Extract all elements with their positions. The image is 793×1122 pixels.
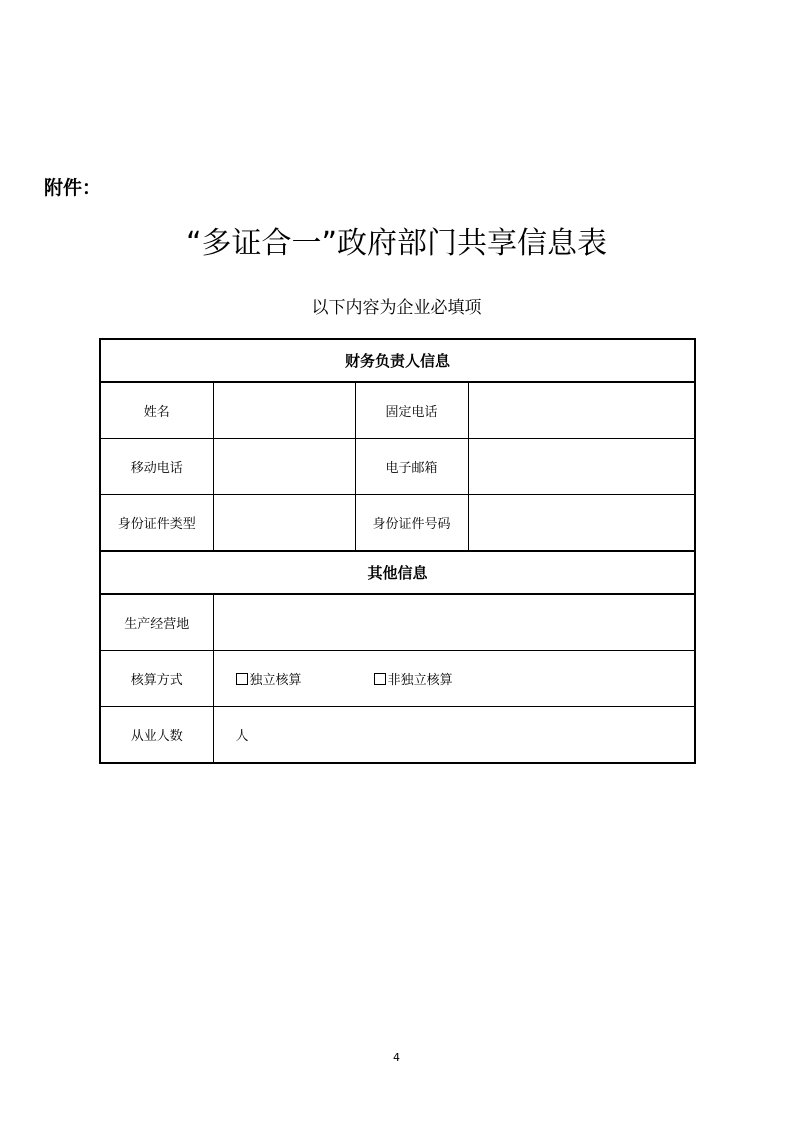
name-label: 姓名 (100, 382, 213, 439)
name-field[interactable] (213, 382, 355, 439)
production-site-field[interactable] (213, 594, 695, 651)
production-site-label: 生产经营地 (100, 594, 213, 651)
landline-phone-label: 固定电话 (355, 382, 468, 439)
table-row (100, 707, 695, 764)
non-independent-accounting-label: 非独立核算 (387, 673, 453, 688)
finance-section-header-row (100, 339, 695, 382)
id-number-field[interactable] (468, 495, 695, 552)
table-row (100, 495, 695, 552)
document-title: “多证合一”政府部门共享信息表 (185, 226, 608, 261)
non-independent-accounting-option[interactable] (374, 669, 453, 688)
email-label: 电子邮箱 (355, 439, 468, 495)
accounting-method-options (213, 651, 695, 707)
id-type-field[interactable] (213, 495, 355, 552)
other-section-header-row (100, 551, 695, 594)
attachment-label: 附件： (44, 177, 102, 199)
table-row (100, 594, 695, 651)
finance-section-heading: 财务负责人信息 (100, 339, 695, 382)
email-field[interactable] (468, 439, 695, 495)
shared-info-table (99, 338, 696, 764)
checkbox-icon[interactable] (374, 673, 386, 685)
table-row (100, 439, 695, 495)
mobile-phone-label: 移动电话 (100, 439, 213, 495)
mobile-phone-field[interactable] (213, 439, 355, 495)
table-row (100, 382, 695, 439)
page-number: 4 (393, 1051, 400, 1064)
table-row (100, 651, 695, 707)
independent-accounting-option[interactable] (236, 669, 302, 688)
id-number-label: 身份证件号码 (355, 495, 468, 552)
independent-accounting-label: 独立核算 (249, 673, 302, 688)
checkbox-icon[interactable] (236, 673, 248, 685)
document-subtitle: 以下内容为企业必填项 (311, 298, 482, 318)
employee-count-unit: 人 (235, 729, 249, 744)
landline-phone-field[interactable] (468, 382, 695, 439)
accounting-method-label: 核算方式 (100, 651, 213, 707)
other-section-heading: 其他信息 (100, 551, 695, 594)
id-type-label: 身份证件类型 (100, 495, 213, 552)
employee-count-field[interactable] (213, 707, 695, 764)
employee-count-label: 从业人数 (100, 707, 213, 764)
